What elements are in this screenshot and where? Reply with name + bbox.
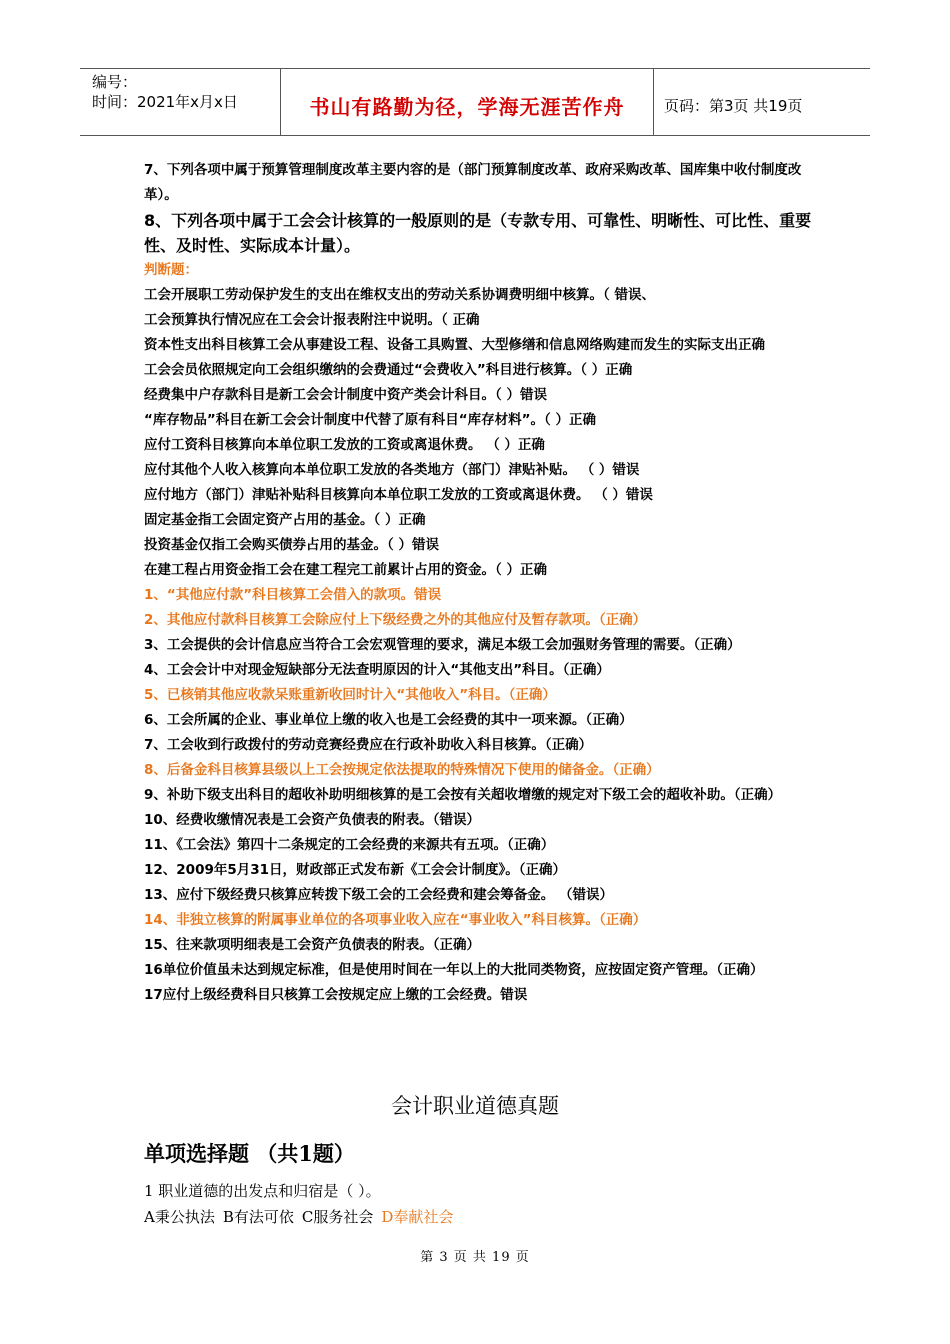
content-line: 5、已核销其他应收款呆账重新收回时计入“其他收入”科目。（正确） — [144, 687, 556, 703]
content-line: 判断题： — [144, 262, 198, 278]
content-line: 工会会员依照规定向工会组织缴纳的会费通过“会费收入”科目进行核算。（ ）正确 — [144, 362, 633, 378]
content-line: 7、下列各项中属于预算管理制度改革主要内容的是（部门预算制度改革、政府采购改革、国库集中收付制度改革）。 — [144, 162, 802, 203]
answer-option: A秉公执法 — [144, 1208, 215, 1226]
answer-option: B有法可依 — [222, 1208, 294, 1226]
subsection-title: 单项选择题 （共1题） — [144, 1141, 355, 1166]
content-line: 12、2009年5月31日，财政部正式发布新《工会会计制度》。（正确） — [144, 862, 567, 878]
content-line: 在建工程占用资金指工会在建工程完工前累计占用的资金。（ ）正确 — [144, 562, 547, 578]
content-line: 工会预算执行情况应在工会会计报表附注中说明。（ 正确 — [144, 312, 480, 328]
header-page-info: 页码：第3页 共19页 — [664, 97, 803, 115]
content-line: 9、补助下级支出科目的超收补助明细核算的是工会按有关超收增缴的规定对下级工会的超收补助。（正确） — [144, 787, 782, 803]
content-line: 17应付上级经费科目只核算工会按规定应上缴的工会经费。错误 — [144, 987, 528, 1003]
content-line: 应付地方（部门）津贴补贴科目核算向本单位职工发放的工资或离退休费。 （ ）错误 — [144, 487, 653, 503]
content-line: 2、其他应付款科目核算工会除应付上下级经费之外的其他应付及暂存款项。（正确） — [144, 612, 647, 628]
content-line: 1、“其他应付款”科目核算工会借入的款项。错误 — [144, 587, 442, 603]
answer-option: C服务社会 — [301, 1208, 374, 1226]
question-options — [144, 1206, 461, 1227]
content-line: 6、工会所属的企业、事业单位上缴的收入也是工会经费的其中一项来源。（正确） — [144, 712, 633, 728]
content-line: 4、工会会计中对现金短缺部分无法查明原因的计入“其他支出”科目。（正确） — [144, 662, 610, 678]
content-line: 16单位价值虽未达到规定标准，但是使用时间在一年以上的大批同类物资，应按固定资产管理。（正确） — [144, 962, 764, 978]
content-line: 14、非独立核算的附属事业单位的各项事业收入应在“事业收入”科目核算。（正确） — [144, 912, 647, 928]
content-line: 11、《工会法》第四十二条规定的工会经费的来源共有五项。（正确） — [144, 837, 555, 853]
question-list — [144, 158, 812, 1008]
page-footer: 第 3 页 共 19 页 — [420, 1250, 530, 1265]
page-header — [80, 68, 870, 136]
content-line: 工会开展职工劳动保护发生的支出在维权支出的劳动关系协调费明细中核算。（ 错误、 — [144, 287, 655, 303]
header-motto: 书山有路勤为径，学海无涯苦作舟 — [280, 69, 654, 135]
content-line: 7、工会收到行政拨付的劳动竞赛经费应在行政补助收入科目核算。（正确） — [144, 737, 593, 753]
document-number-label: 编号： — [92, 73, 138, 91]
header-meta — [80, 69, 280, 135]
content-line: 应付其他个人收入核算向本单位职工发放的各类地方（部门）津贴补贴。 （ ）错误 — [144, 462, 640, 478]
content-line: 10、经费收缴情况表是工会资产负债表的附表。（错误） — [144, 812, 481, 828]
content-line: 13、应付下级经费只核算应转拨下级工会的工会经费和建会筹备金。 （错误） — [144, 887, 613, 903]
content-line: 应付工资科目核算向本单位职工发放的工资或离退休费。 （ ）正确 — [144, 437, 545, 453]
content-line: 投资基金仅指工会购买债券占用的基金。（ ）错误 — [144, 537, 439, 553]
content-line: “库存物品”科目在新工会会计制度中代替了原有科目“库存材料”。（ ）正确 — [144, 412, 596, 428]
answer-option: D奉献社会 — [381, 1208, 454, 1226]
section-title: 会计职业道德真题 — [391, 1094, 559, 1118]
content-line: 15、往来款项明细表是工会资产负债表的附表。（正确） — [144, 937, 481, 953]
content-line: 3、工会提供的会计信息应当符合工会宏观管理的要求，满足本级工会加强财务管理的需要。（正确） — [144, 637, 741, 653]
document-time-label: 时间：2021年x月x日 — [92, 93, 238, 111]
content-line: 资本性支出科目核算工会从事建设工程、设备工具购置、大型修缮和信息网络购建而发生的实际支出正确 — [144, 337, 765, 353]
content-line: 8、下列各项中属于工会会计核算的一般原则的是（专款专用、可靠性、明晰性、可比性、重要性、及时性、实际成本计量）。 — [144, 211, 812, 255]
question-text: 1 职业道德的出发点和归宿是（ ）。 — [144, 1182, 381, 1200]
content-line: 固定基金指工会固定资产占用的基金。（ ）正确 — [144, 512, 426, 528]
content-line: 经费集中户存款科目是新工会会计制度中资产类会计科目。（ ）错误 — [144, 387, 547, 403]
content-line: 8、后备金科目核算县级以上工会按规定依法提取的特殊情况下使用的储备金。（正确） — [144, 762, 660, 778]
